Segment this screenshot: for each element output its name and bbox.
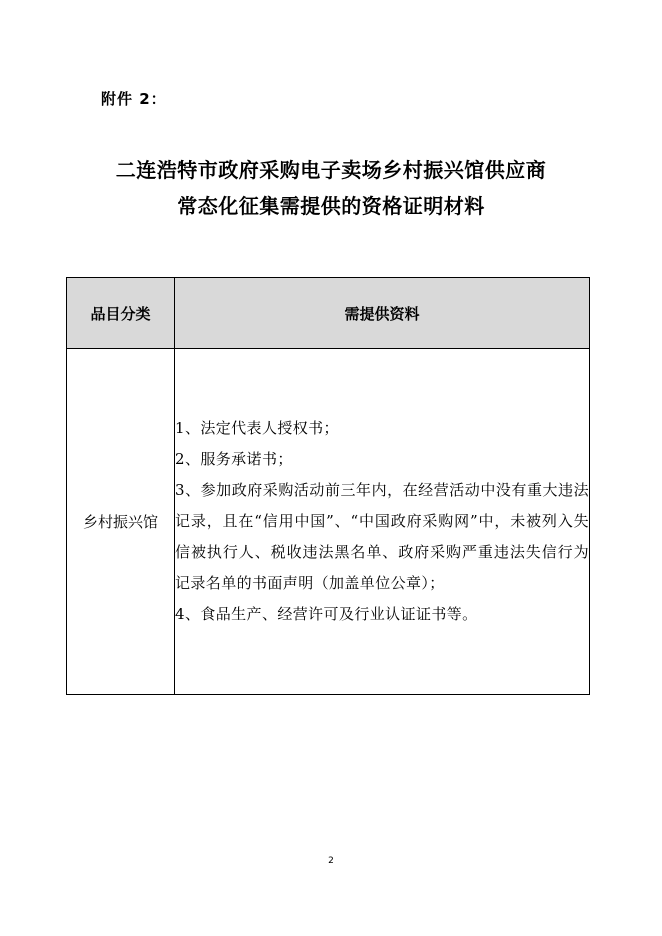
column-header-category: 品目分类 xyxy=(67,278,175,349)
qualification-materials-table xyxy=(66,277,590,695)
page-number: 2 xyxy=(328,856,334,866)
table-header-row xyxy=(67,278,590,349)
requirement-item: 2、服务承诺书； xyxy=(175,450,293,468)
column-header-materials: 需提供资料 xyxy=(175,278,590,349)
requirement-item: 3、参加政府采购活动前三年内，在经营活动中没有重大违法记录，且在“信用中国”、“中国政府采购网”中，未被列入失信被执行人、税收违法黑名单、政府采购严重违法失信行为记录名单的书面声明（加盖单位公章）； xyxy=(175,481,589,592)
document-title-line-2: 常态化征集需提供的资格证明材料 xyxy=(177,194,485,218)
requirement-item: 1、法定代表人授权书； xyxy=(175,419,339,437)
requirements-cell xyxy=(175,349,590,695)
attachment-label: 附件 2： xyxy=(101,90,167,108)
category-cell: 乡村振兴馆 xyxy=(67,349,175,695)
document-title-line-1: 二连浩特市政府采购电子卖场乡村振兴馆供应商 xyxy=(115,158,547,182)
table-row xyxy=(67,349,590,695)
requirement-item: 4、食品生产、经营许可及行业认证证书等。 xyxy=(175,605,478,623)
